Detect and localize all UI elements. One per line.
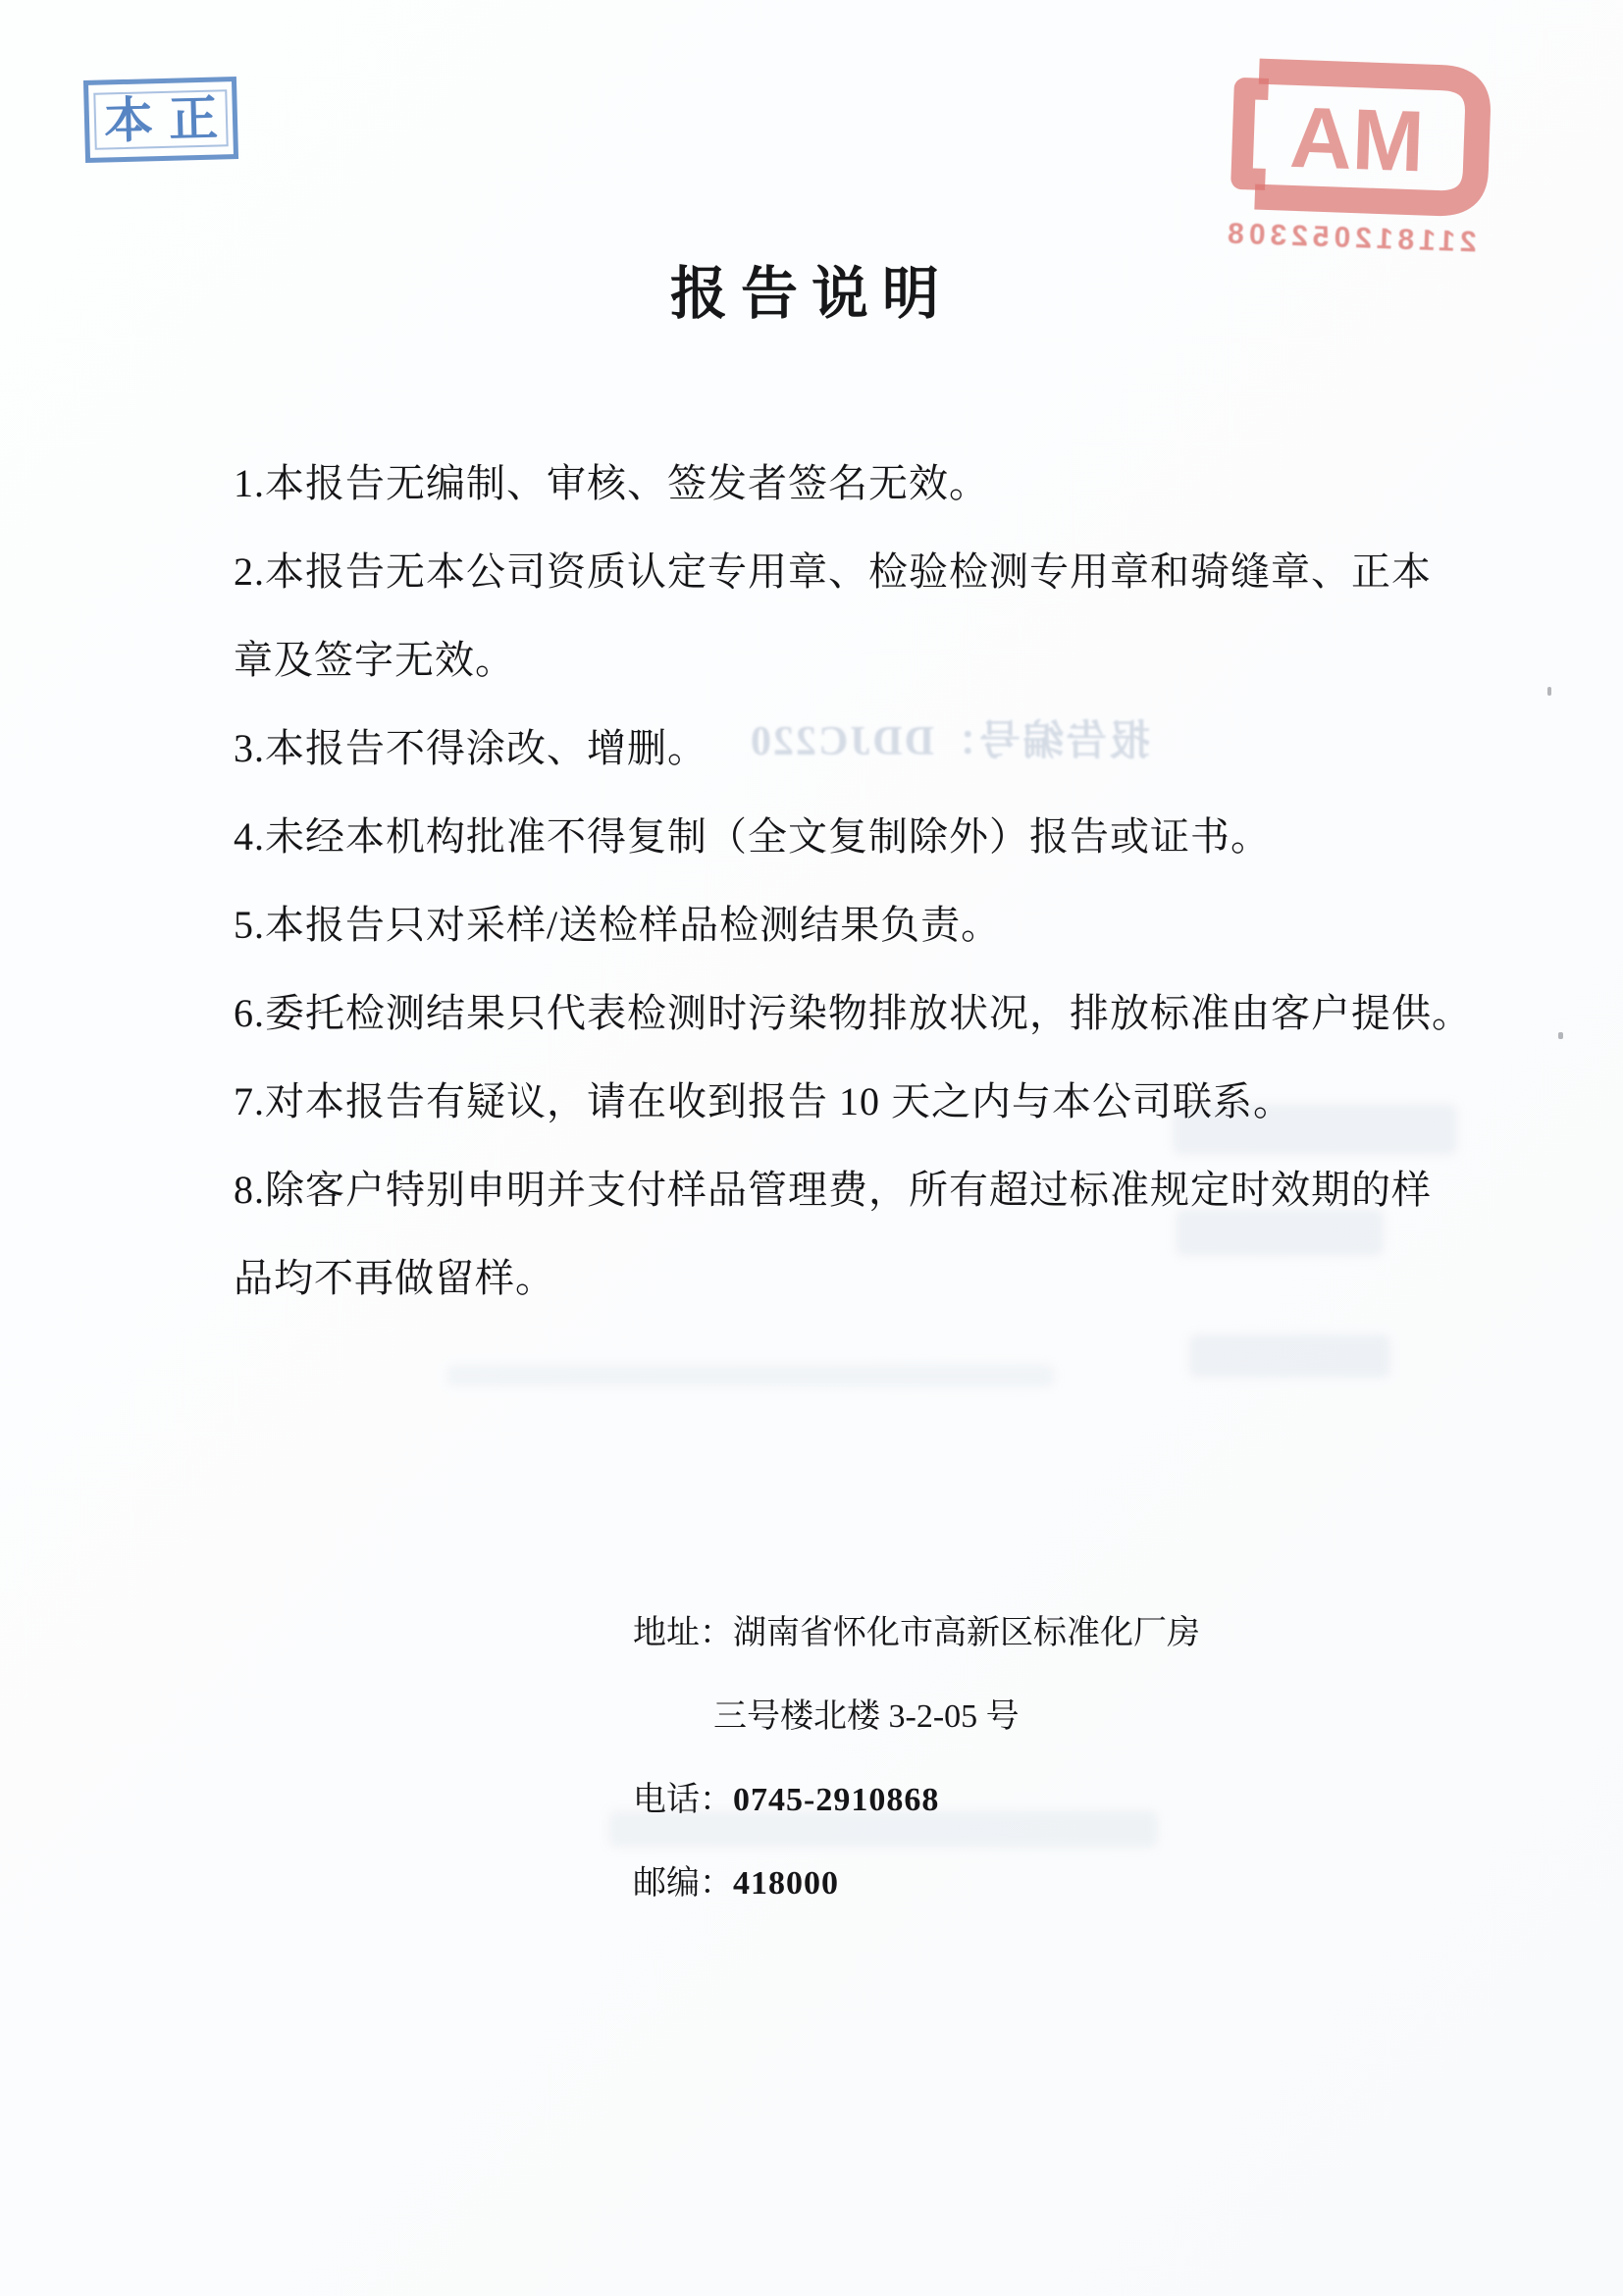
- cma-stamp-frame-icon: [1213, 54, 1492, 221]
- contact-phone-label: 电话：: [633, 1782, 733, 1818]
- contact-address-label: 地址：: [633, 1615, 733, 1651]
- contact-zip-label: 邮编：: [633, 1865, 733, 1902]
- note-line-4: 4.未经本机构批准不得复制（全文复制除外）报告或证书。: [234, 814, 1271, 859]
- copy-stamp-char-right: 正: [168, 90, 219, 147]
- contact-phone-row: [633, 1758, 1200, 1842]
- note-line-2: 2.本报告无本公司资质认定专用章、检验检测专用章和骑缝章、正本: [234, 549, 1432, 594]
- original-copy-stamp-inner-border: [93, 89, 228, 150]
- page-title: 报告说明: [669, 262, 953, 326]
- bleed-through-report-number: 报告编号：DDJC220: [749, 719, 1150, 764]
- contact-zip-row: [633, 1842, 1200, 1925]
- scan-speck: [1558, 1032, 1563, 1039]
- original-copy-stamp: [83, 77, 238, 163]
- note-line-2b: 章及签字无效。: [234, 638, 515, 682]
- contact-phone-value: 0745-2910868: [733, 1782, 940, 1818]
- note-line-5: 5.本报告只对采样/送检样品检测结果负责。: [234, 903, 1002, 947]
- report-notes-list: [234, 440, 1472, 1323]
- note-line-8b: 品均不再做留样。: [234, 1256, 555, 1300]
- note-line-7: 7.对本报告有疑议，请在收到报告 10 天之内与本公司联系。: [234, 1079, 1293, 1123]
- contact-address-row-2: [633, 1675, 1200, 1758]
- cma-stamp-number: 211812052308: [1222, 217, 1478, 259]
- contact-block: [633, 1592, 1200, 1925]
- note-line-1: 1.本报告无编制、审核、签发者签名无效。: [234, 461, 989, 505]
- scan-speck: [1547, 687, 1551, 696]
- contact-zip-value: 418000: [733, 1865, 839, 1902]
- note-line-8: 8.除客户特别申明并支付样品管理费，所有超过标准规定时效期的样: [234, 1168, 1432, 1212]
- contact-address-value: 湖南省怀化市高新区标准化厂房: [733, 1615, 1200, 1651]
- copy-stamp-char-left: 本: [103, 92, 154, 149]
- bleed-through-smudge: [1189, 1334, 1390, 1378]
- cma-accreditation-stamp: [1211, 54, 1492, 275]
- contact-address-value-2: 三号楼北楼 3-2-05 号: [713, 1698, 1020, 1735]
- note-line-6: 6.委托检测结果只代表检测时污染物排放状况，排放标准由客户提供。: [234, 991, 1472, 1035]
- note-line-3: 3.本报告不得涂改、增删。: [234, 726, 707, 770]
- contact-address-row: [633, 1592, 1200, 1675]
- cma-stamp-letters: MA: [1287, 87, 1427, 190]
- bleed-through-smudge: [446, 1364, 1055, 1387]
